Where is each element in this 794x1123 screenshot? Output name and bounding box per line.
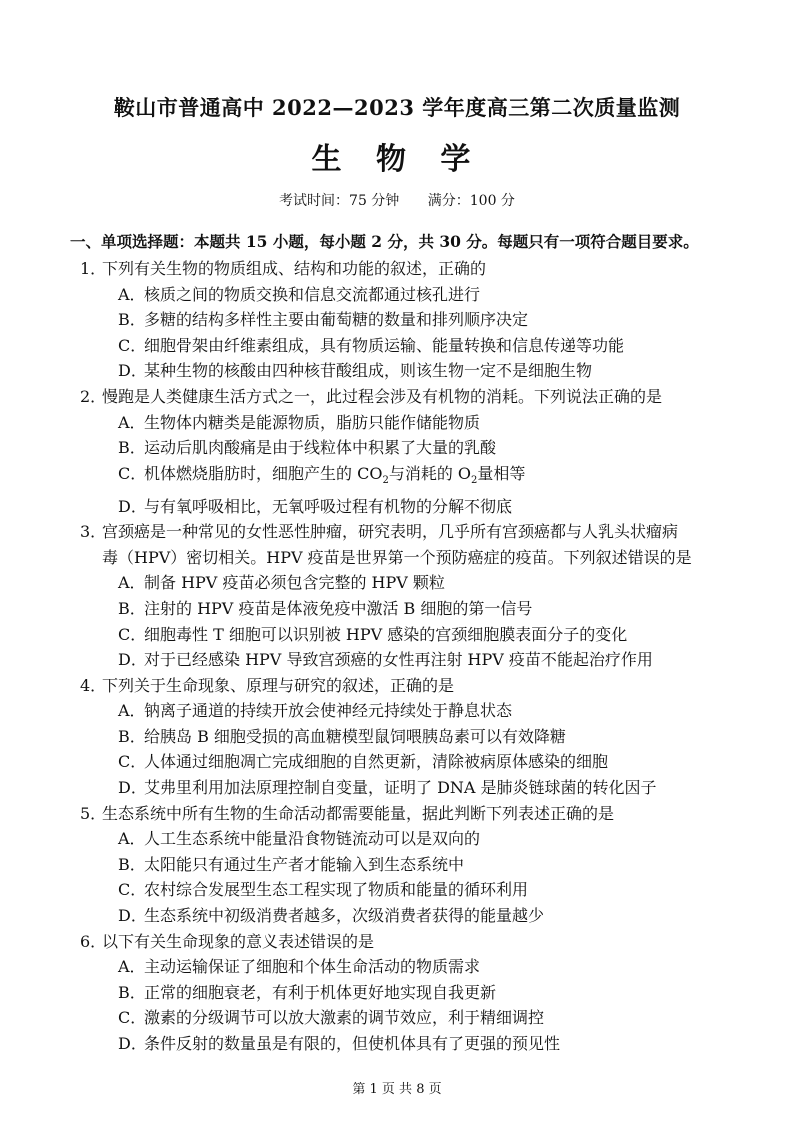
option-text: 条件反射的数量虽是有限的，但使机体具有了更强的预见性 [144,1034,561,1053]
question-6 [0,929,794,1057]
question-text: 宫颈癌是一种常见的女性恶性肿瘤，研究表明，几乎所有宫颈癌都与人乳头状瘤病 [102,522,679,542]
option-text: 细胞骨架由纤维素组成，具有物质运输、能量转换和信息传递等功能 [144,335,625,355]
option-letter: D． [118,906,147,926]
option-letter: C． [118,335,147,355]
option-b [0,435,794,461]
option-b [0,852,794,878]
question-text-continued: 毒（HPV）密切相关。HPV 疫苗是世界第一个预防癌症的疫苗。下列叙述错误的是 [102,547,692,567]
subscript: 2 [471,474,478,486]
question-text: 下列有关生物的物质组成、结构和功能的叙述，正确的 [102,259,487,278]
question-number: 2． [80,386,107,406]
section-heading: 一、单项选择题：本题共 15 小题，每小题 2 分，共 30 分。每题只有一项符合题目要求。 [70,232,699,251]
option-text: 人工生态系统中能量沿食物链流动可以是双向的 [144,829,481,849]
option-letter: D． [118,650,147,670]
option-text: 给胰岛 B 细胞受损的高血糖模型鼠饲喂胰岛素可以有效降糖 [144,726,566,746]
option-b [0,724,794,750]
option-text: 生物体内糖类是能源物质，脂肪只能作储能物质 [144,412,481,432]
option-c [0,461,794,494]
option-letter: B． [118,310,146,330]
option-text: 正常的细胞衰老，有利于机体更好地实现自我更新 [144,982,497,1002]
question-stem [0,801,794,827]
option-text: 细胞毒性 T 细胞可以识别被 HPV 感染的宫颈细胞膜表面分子的变化 [144,624,628,644]
option-letter: A． [118,829,146,849]
question-list [0,256,794,1057]
option-letter: A． [118,284,146,304]
question-stem [0,929,794,955]
option-text-part: 量相等 [477,463,526,483]
question-2 [0,384,794,519]
option-text: 运动后肌肉酸痛是由于线粒体中积累了大量的乳酸 [144,438,497,458]
option-text: 某种生物的核酸由四种核苷酸组成，则该生物一定不是细胞生物 [144,361,593,381]
option-text [144,463,526,486]
option-a [0,698,794,724]
option-a [0,570,794,596]
question-number: 3． [80,522,107,542]
question-5 [0,801,794,929]
option-text: 激素的分级调节可以放大激素的调节效应，利于精细调控 [144,1008,545,1028]
option-text: 农村综合发展型生态工程实现了物质和能量的循环利用 [144,880,529,900]
option-text: 艾弗里利用加法原理控制自变量，证明了 DNA 是肺炎链球菌的转化因子 [144,778,657,798]
option-letter: B． [118,982,146,1002]
option-text: 生态系统中初级消费者越多，次级消费者获得的能量越少 [144,906,545,926]
option-text-part: 与消耗的 O [388,463,472,483]
question-stem [0,673,794,699]
option-b [0,980,794,1006]
question-text: 以下有关生命现象的意义表述错误的是 [102,931,375,951]
option-letter: C． [118,1008,147,1028]
question-text: 下列关于生命现象、原理与研究的叙述，正确的是 [102,675,455,695]
option-a [0,826,794,852]
option-letter: A． [118,573,146,593]
question-3 [0,519,794,673]
option-d [0,775,794,801]
option-text: 制备 HPV 疫苗必须包含完整的 HPV 颗粒 [144,573,445,593]
option-letter: C． [118,463,147,483]
full-score: 满分：100 分 [427,193,515,209]
option-c [0,749,794,775]
question-4 [0,673,794,801]
option-c [0,622,794,648]
exam-time: 考试时间：75 分钟 [279,193,400,209]
question-number: 6． [80,931,107,951]
option-a [0,282,794,308]
option-a [0,410,794,436]
option-letter: C． [118,624,147,644]
page-footer: 第 1 页 共 8 页 [352,1082,442,1097]
question-1 [0,256,794,384]
option-d [0,1031,794,1057]
option-letter: C． [118,752,147,772]
option-text: 与有氧呼吸相比，无氧呼吸过程有机物的分解不彻底 [144,496,513,516]
option-c [0,877,794,903]
subscript: 2 [382,474,389,486]
option-letter: C． [118,880,147,900]
option-text: 太阳能只有通过生产者才能输入到生态系统中 [144,854,465,874]
subject-title: 生 物 学 [311,142,483,177]
option-letter: D． [118,496,147,516]
option-d [0,494,794,520]
option-a [0,954,794,980]
option-letter: D． [118,361,147,381]
option-text: 人体通过细胞凋亡完成细胞的自然更新，清除被病原体感染的细胞 [144,752,609,772]
option-b [0,596,794,622]
option-d [0,358,794,384]
option-d [0,903,794,929]
question-stem [0,519,794,570]
option-text: 注射的 HPV 疫苗是体液免疫中激活 B 细胞的第一信号 [144,598,533,618]
option-text-part: 机体燃烧脂肪时，细胞产生的 CO [144,463,383,483]
option-c [0,333,794,359]
exam-info [0,190,794,210]
question-stem [0,256,794,282]
option-letter: D． [118,1034,147,1053]
exam-title: 鞍山市普通高中 2022—2023 学年度高三第二次质量监测 [113,95,681,120]
option-letter: A． [118,701,146,721]
question-stem [0,384,794,410]
option-letter: B． [118,854,146,874]
option-letter: A． [118,957,146,977]
question-text: 生态系统中所有生物的生命活动都需要能量，据此判断下列表述正确的是 [102,803,615,823]
question-number: 5． [80,803,107,823]
option-letter: B． [118,438,146,458]
option-letter: B． [118,726,146,746]
question-text: 慢跑是人类健康生活方式之一，此过程会涉及有机物的消耗。下列说法正确的是 [102,386,663,406]
option-d [0,647,794,673]
option-c [0,1005,794,1031]
question-number: 4． [80,675,107,695]
option-text: 钠离子通道的持续开放会使神经元持续处于静息状态 [144,701,513,721]
option-letter: D． [118,778,147,798]
option-letter: B． [118,598,146,618]
question-number: 1． [80,259,107,278]
option-letter: A． [118,412,146,432]
option-text: 对于已经感染 HPV 导致宫颈癌的女性再注射 HPV 疫苗不能起治疗作用 [144,650,653,670]
option-b [0,307,794,333]
option-text: 核质之间的物质交换和信息交流都通过核孔进行 [144,284,481,304]
option-text: 多糖的结构多样性主要由葡萄糖的数量和排列顺序决定 [144,310,529,330]
option-text: 主动运输保证了细胞和个体生命活动的物质需求 [144,957,481,977]
